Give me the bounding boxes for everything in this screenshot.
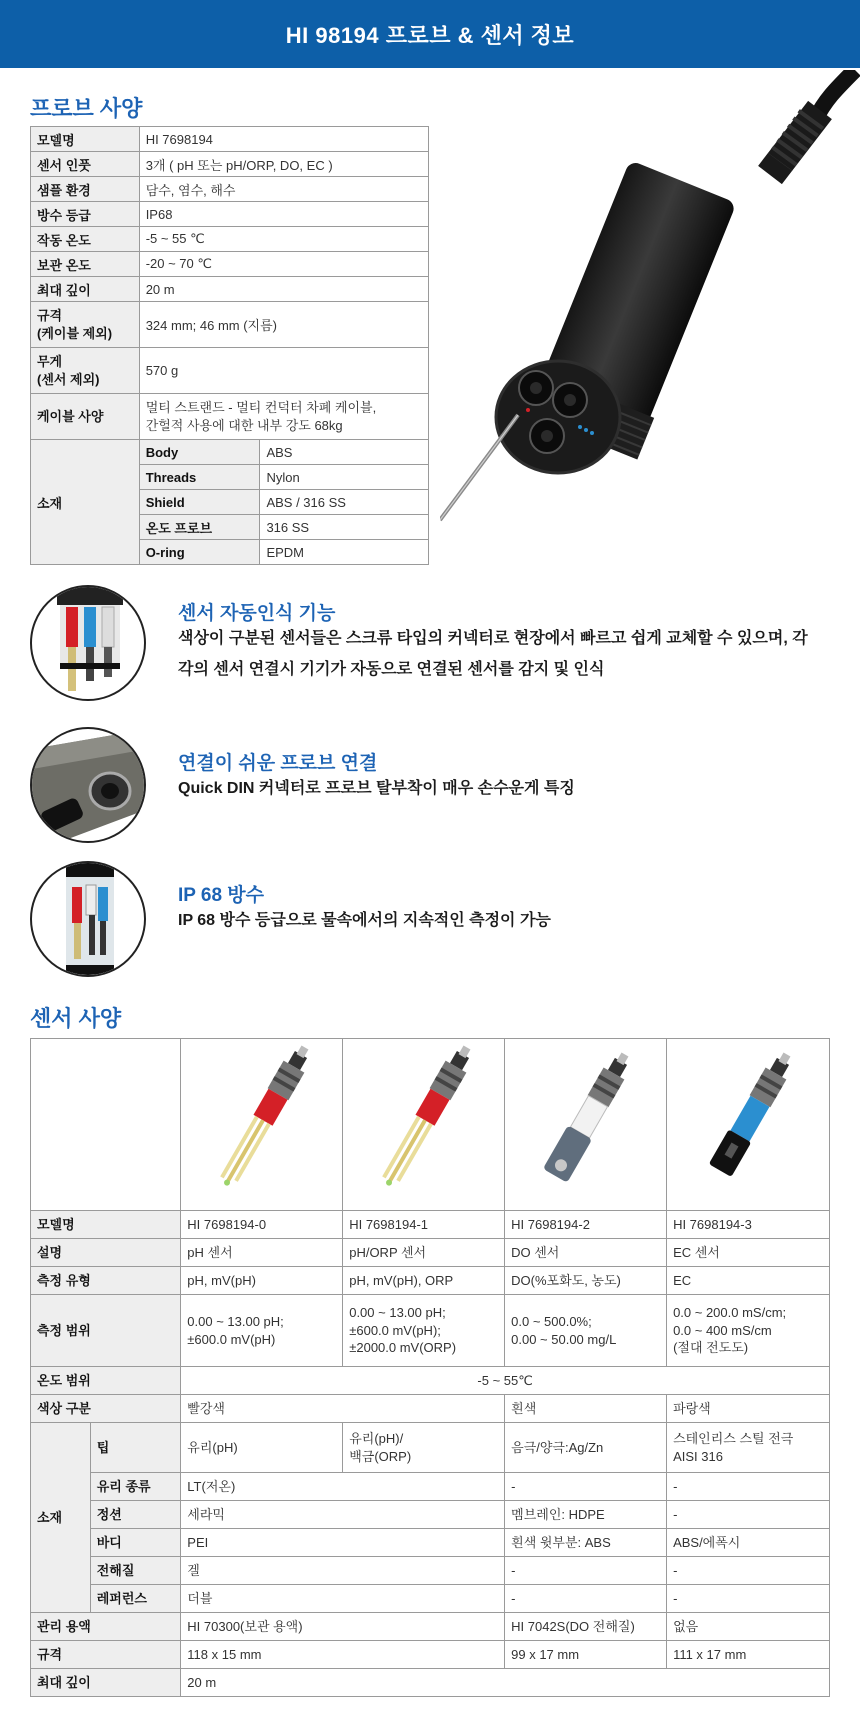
row-label: 작동 온도 xyxy=(31,227,140,252)
material-part: Body xyxy=(139,440,260,465)
header-banner xyxy=(0,0,860,68)
material-value: ABS / 316 SS xyxy=(260,490,429,515)
cell: PEI xyxy=(181,1529,505,1557)
row-label: 샘플 환경 xyxy=(31,177,140,202)
row-value: IP68 xyxy=(139,202,428,227)
sensor-image-3 xyxy=(667,1039,830,1211)
cell: HI 7698194-3 xyxy=(667,1211,830,1239)
cell: 0.00 ~ 13.00 pH; ±600.0 mV(pH); ±2000.0 mV(ORP) xyxy=(343,1295,505,1367)
table-row xyxy=(31,1669,830,1697)
sensor-spec-heading: 센서 사양 xyxy=(30,1006,122,1031)
probe-spec-table xyxy=(30,126,429,565)
row-label: 규격 (케이블 제외) xyxy=(31,302,140,348)
cell: 빨강색 xyxy=(181,1395,505,1423)
table-row xyxy=(31,1211,830,1239)
cell: HI 70300(보관 용액) xyxy=(181,1613,505,1641)
probe-spec-heading: 프로브 사양 xyxy=(30,96,143,121)
table-row xyxy=(31,440,429,465)
cell: ABS/에폭시 xyxy=(667,1529,830,1557)
row-sublabel: 레퍼런스 xyxy=(90,1585,181,1613)
row-sublabel: 전해질 xyxy=(90,1557,181,1585)
cell: - xyxy=(505,1557,667,1585)
cell: 0.00 ~ 13.00 pH; ±600.0 mV(pH) xyxy=(181,1295,343,1367)
cell: - xyxy=(667,1585,830,1613)
cell: 유리(pH)/ 백금(ORP) xyxy=(343,1423,505,1473)
cell: -5 ~ 55℃ xyxy=(181,1367,830,1395)
cell: 0.0 ~ 500.0%; 0.00 ~ 50.00 mg/L xyxy=(505,1295,667,1367)
feature-title: IP 68 방수 xyxy=(178,885,265,906)
table-row xyxy=(31,127,429,152)
cell: - xyxy=(667,1501,830,1529)
cell: pH 센서 xyxy=(181,1239,343,1267)
material-label: 소재 xyxy=(31,440,140,565)
row-label: 모델명 xyxy=(31,127,140,152)
row-label: 무게 (센서 제외) xyxy=(31,348,140,394)
ip68-image xyxy=(30,861,146,977)
cell: 더블 xyxy=(181,1585,505,1613)
auto-recognition-image xyxy=(30,585,146,701)
cell: 118 x 15 mm xyxy=(181,1641,505,1669)
table-row xyxy=(31,227,429,252)
cell: 111 x 17 mm xyxy=(667,1641,830,1669)
table-row xyxy=(31,1529,830,1557)
material-part: 온도 프로브 xyxy=(139,515,260,540)
table-row xyxy=(31,1641,830,1669)
cell: HI 7698194-0 xyxy=(181,1211,343,1239)
cell: - xyxy=(505,1473,667,1501)
cell: 세라믹 xyxy=(181,1501,505,1529)
cell: 파랑색 xyxy=(667,1395,830,1423)
feature-title: 연결이 쉬운 프로브 연결 xyxy=(178,753,378,774)
material-value: ABS xyxy=(260,440,429,465)
cell: 음극/양극:Ag/Zn xyxy=(505,1423,667,1473)
cell: 없음 xyxy=(667,1613,830,1641)
row-value: 570 g xyxy=(139,348,428,394)
table-row xyxy=(31,277,429,302)
cell: LT(저온) xyxy=(181,1473,505,1501)
table-row xyxy=(31,152,429,177)
row-value: -20 ~ 70 ℃ xyxy=(139,252,428,277)
table-row xyxy=(31,1239,830,1267)
ph-sensor-icon xyxy=(187,1042,337,1202)
row-label: 색상 구분 xyxy=(31,1395,181,1423)
feature-desc: 색상이 구분된 센서들은 스크류 타입의 커넥터로 현장에서 빠르고 쉽게 교체할 수 있으며, 각각의 센서 연결시 기기가 자동으로 연결된 센서를 감지 및 인식 xyxy=(178,630,808,678)
row-value: 324 mm; 46 mm (지름) xyxy=(139,302,428,348)
table-row xyxy=(31,202,429,227)
table-row xyxy=(31,177,429,202)
row-value: -5 ~ 55 ℃ xyxy=(139,227,428,252)
cell: - xyxy=(667,1473,830,1501)
blank-cell xyxy=(31,1039,181,1211)
cell: pH/ORP 센서 xyxy=(343,1239,505,1267)
row-sublabel: 정션 xyxy=(90,1501,181,1529)
row-label: 관리 용액 xyxy=(31,1613,181,1641)
row-label: 최대 깊이 xyxy=(31,277,140,302)
cell: 흰색 윗부분: ABS xyxy=(505,1529,667,1557)
sensor-image-1 xyxy=(343,1039,505,1211)
feature-desc: Quick DIN 커넥터로 프로브 탈부착이 매우 손수운게 특징 xyxy=(178,780,575,797)
table-row xyxy=(31,1585,830,1613)
row-value: 멀티 스트랜드 - 멀티 컨덕터 차폐 케이블, 간헐적 사용에 대한 내부 강도 68kg xyxy=(139,394,428,440)
row-label: 규격 xyxy=(31,1641,181,1669)
row-sublabel: 바디 xyxy=(90,1529,181,1557)
table-row xyxy=(31,1501,830,1529)
table-row xyxy=(31,1295,830,1367)
cell: 유리(pH) xyxy=(181,1423,343,1473)
cell: 0.0 ~ 200.0 mS/cm; 0.0 ~ 400 mS/cm (절대 전도도) xyxy=(667,1295,830,1367)
row-sublabel: 팁 xyxy=(90,1423,181,1473)
row-label: 측정 범위 xyxy=(31,1295,181,1367)
row-label: 최대 깊이 xyxy=(31,1669,181,1697)
cell: pH, mV(pH) xyxy=(181,1267,343,1295)
table-row xyxy=(31,1395,830,1423)
table-row xyxy=(31,1613,830,1641)
row-label: 센서 인풋 xyxy=(31,152,140,177)
feature-desc: IP 68 방수 등급으로 물속에서의 지속적인 측정이 가능 xyxy=(178,912,551,929)
row-label: 설명 xyxy=(31,1239,181,1267)
table-row xyxy=(31,1039,830,1211)
row-label: 모델명 xyxy=(31,1211,181,1239)
cell: 20 m xyxy=(181,1669,830,1697)
row-value: 3개 ( pH 또는 pH/ORP, DO, EC ) xyxy=(139,152,428,177)
material-part: Shield xyxy=(139,490,260,515)
cell: - xyxy=(505,1585,667,1613)
table-row xyxy=(31,1557,830,1585)
sensor-image-0 xyxy=(181,1039,343,1211)
table-row xyxy=(31,252,429,277)
cell: DO 센서 xyxy=(505,1239,667,1267)
cell: - xyxy=(667,1557,830,1585)
feature-title: 센서 자동인식 기능 xyxy=(178,603,336,624)
strain-relief xyxy=(770,110,820,175)
row-value: 20 m xyxy=(139,277,428,302)
ph-orp-sensor-icon xyxy=(349,1042,499,1202)
cell: DO(%포화도, 농도) xyxy=(505,1267,667,1295)
quick-din-image xyxy=(30,727,146,843)
page-title: HI 98194 프로브 & 센서 정보 xyxy=(285,22,575,48)
cell: EC xyxy=(667,1267,830,1295)
material-value: Nylon xyxy=(260,465,429,490)
table-row xyxy=(31,1367,830,1395)
cell: pH, mV(pH), ORP xyxy=(343,1267,505,1295)
cell: 멤브레인: HDPE xyxy=(505,1501,667,1529)
table-row xyxy=(31,348,429,394)
table-row xyxy=(31,1473,830,1501)
row-label: 측정 유형 xyxy=(31,1267,181,1295)
row-value: 담수, 염수, 해수 xyxy=(139,177,428,202)
probe-image xyxy=(440,70,860,580)
material-part: O-ring xyxy=(139,540,260,565)
row-value: HI 7698194 xyxy=(139,127,428,152)
cell: HI 7042S(DO 전해질) xyxy=(505,1613,667,1641)
table-row xyxy=(31,302,429,348)
material-part: Threads xyxy=(139,465,260,490)
cell: HI 7698194-2 xyxy=(505,1211,667,1239)
cell: EC 센서 xyxy=(667,1239,830,1267)
table-row xyxy=(31,1423,830,1473)
cell: HI 7698194-1 xyxy=(343,1211,505,1239)
ec-sensor-icon xyxy=(673,1042,823,1202)
cell: 99 x 17 mm xyxy=(505,1641,667,1669)
cell: 겔 xyxy=(181,1557,505,1585)
cell: 흰색 xyxy=(505,1395,667,1423)
row-label: 소재 xyxy=(31,1423,91,1613)
material-value: 316 SS xyxy=(260,515,429,540)
sensor-image-2 xyxy=(505,1039,667,1211)
row-label: 케이블 사양 xyxy=(31,394,140,440)
row-sublabel: 유리 종류 xyxy=(90,1473,181,1501)
material-value: EPDM xyxy=(260,540,429,565)
row-label: 보관 온도 xyxy=(31,252,140,277)
row-label: 방수 등급 xyxy=(31,202,140,227)
sensor-spec-table xyxy=(30,1038,830,1697)
cell: 스테인리스 스틸 전극 AISI 316 xyxy=(667,1423,830,1473)
row-label: 온도 범위 xyxy=(31,1367,181,1395)
table-row xyxy=(31,1267,830,1295)
table-row xyxy=(31,394,429,440)
do-sensor-icon xyxy=(511,1042,661,1202)
